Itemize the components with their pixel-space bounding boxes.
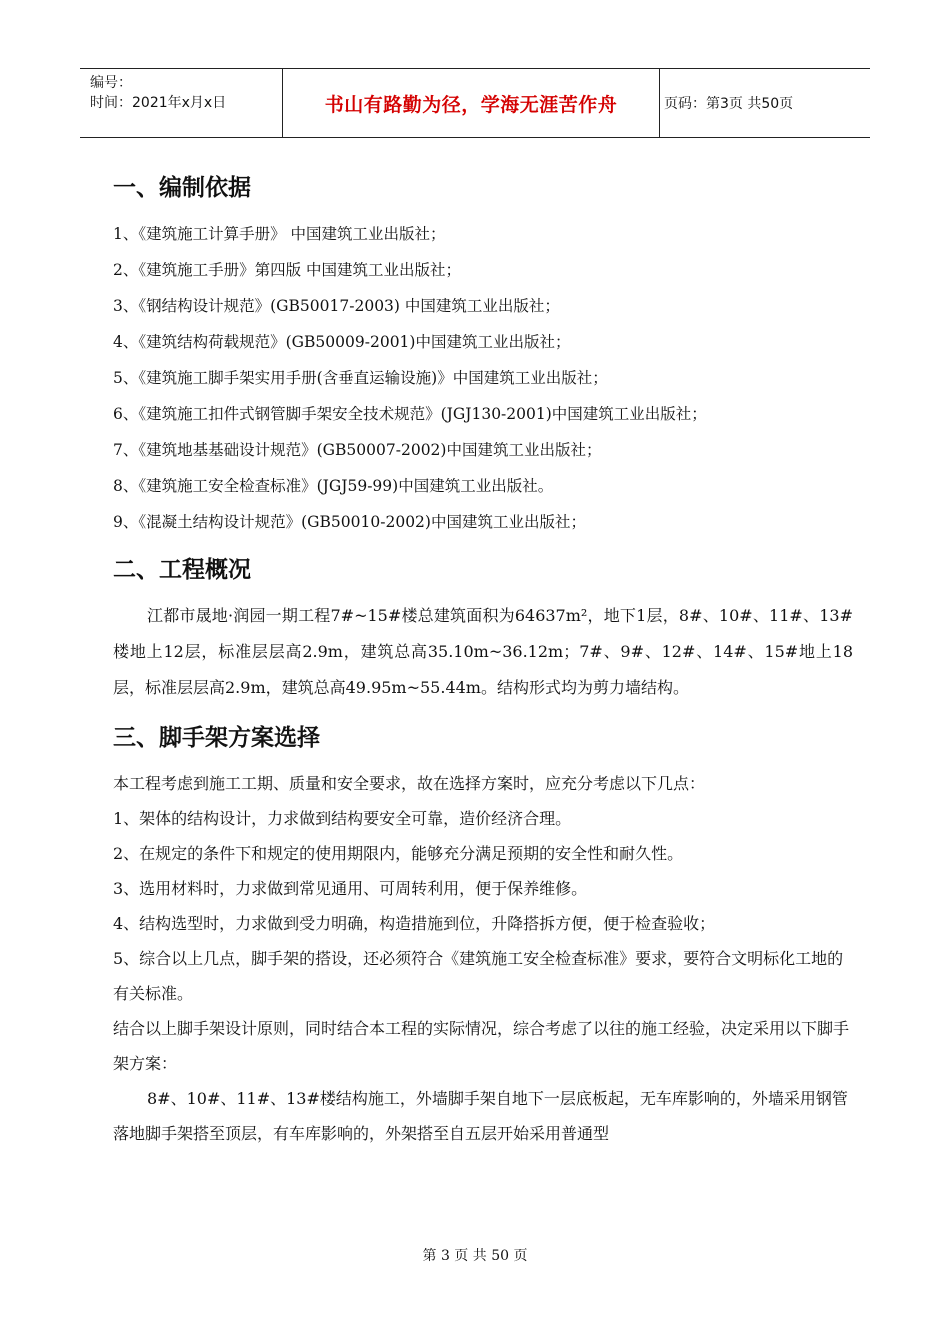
- section-title-overview: 二、工程概况: [113, 557, 251, 583]
- section-title-basis: 一、编制依据: [113, 175, 251, 201]
- plan-summary: 结合以上脚手架设计原则，同时结合本工程的实际情况，综合考虑了以往的施工经验，决定采用以下脚手架方案：: [113, 1019, 850, 1073]
- reference-item: 2、《建筑施工手册》第四版 中国建筑工业出版社；: [113, 261, 462, 279]
- project-overview-paragraph: 江都市晟地·润园一期工程7#~15#楼总建筑面积为64637m²，地下1层，8#、10#、11#、13#楼地上12层，标准层层高2.9m，建筑总高35.10m~36.12m；7#、9#、12#、14#、15#地上18层，标准层层高2.9m，建筑总高49.95m~55.44m。结构形式均为剪力墙结构。: [113, 606, 853, 697]
- plan-intro: 本工程考虑到施工工期、质量和安全要求，故在选择方案时，应充分考虑以下几点：: [113, 774, 706, 793]
- reference-item: 8、《建筑施工安全检查标准》(JGJ59-99)中国建筑工业出版社。: [113, 477, 554, 495]
- plan-point: 4、结构选型时，力求做到受力明确，构造措施到位，升降搭拆方便，便于检查验收；: [113, 914, 716, 933]
- plan-point: 2、在规定的条件下和规定的使用期限内，能够充分满足预期的安全性和耐久性。: [113, 844, 684, 863]
- document-date: 时间：2021年x月x日: [90, 95, 227, 111]
- reference-item: 6、《建筑施工扣件式钢管脚手架安全技术规范》(JGJ130-2001)中国建筑工业出版社；: [113, 405, 707, 423]
- reference-item: 4、《建筑结构荷载规范》(GB50009-2001)中国建筑工业出版社；: [113, 333, 571, 351]
- document-body: [113, 160, 853, 1151]
- reference-list: [113, 216, 853, 540]
- plan-point: 5、综合以上几点，脚手架的搭设，还必须符合《建筑施工安全检查标准》要求，要符合文明标化工地的有关标准。: [113, 949, 844, 1003]
- plan-detail: 8#、10#、11#、13#楼结构施工，外墙脚手架自地下一层底板起，无车库影响的，外墙采用钢管落地脚手架搭至顶层，有车库影响的，外架搭至自五层开始采用普通型: [113, 1089, 848, 1143]
- reference-item: 3、《钢结构设计规范》(GB50017-2003) 中国建筑工业出版社；: [113, 297, 560, 315]
- header-page-code: 页码：第3页 共50页: [664, 96, 794, 112]
- section-title-scaffold-plan: 三、脚手架方案选择: [113, 725, 320, 751]
- reference-item: 9、《混凝土结构设计规范》(GB50010-2002)中国建筑工业出版社；: [113, 513, 586, 531]
- page-footer: 第 3 页 共 50 页: [422, 1248, 528, 1264]
- header-motto-cell: [282, 69, 660, 137]
- reference-item: 1、《建筑施工计算手册》 中国建筑工业出版社；: [113, 225, 446, 243]
- header-motto: 书山有路勤为径，学海无涯苦作舟: [324, 93, 618, 116]
- plan-point: 3、选用材料时，力求做到常见通用、可周转利用，便于保养维修。: [113, 879, 588, 898]
- header-meta: [90, 73, 226, 113]
- plan-point: 1、架体的结构设计，力求做到结构要安全可靠，造价经济合理。: [113, 809, 572, 828]
- page-header: [80, 68, 870, 138]
- reference-item: 5、《建筑施工脚手架实用手册(含垂直运输设施)》中国建筑工业出版社；: [113, 369, 608, 387]
- document-number-label: 编号：: [90, 75, 132, 91]
- reference-item: 7、《建筑地基基础设计规范》(GB50007-2002)中国建筑工业出版社；: [113, 441, 602, 459]
